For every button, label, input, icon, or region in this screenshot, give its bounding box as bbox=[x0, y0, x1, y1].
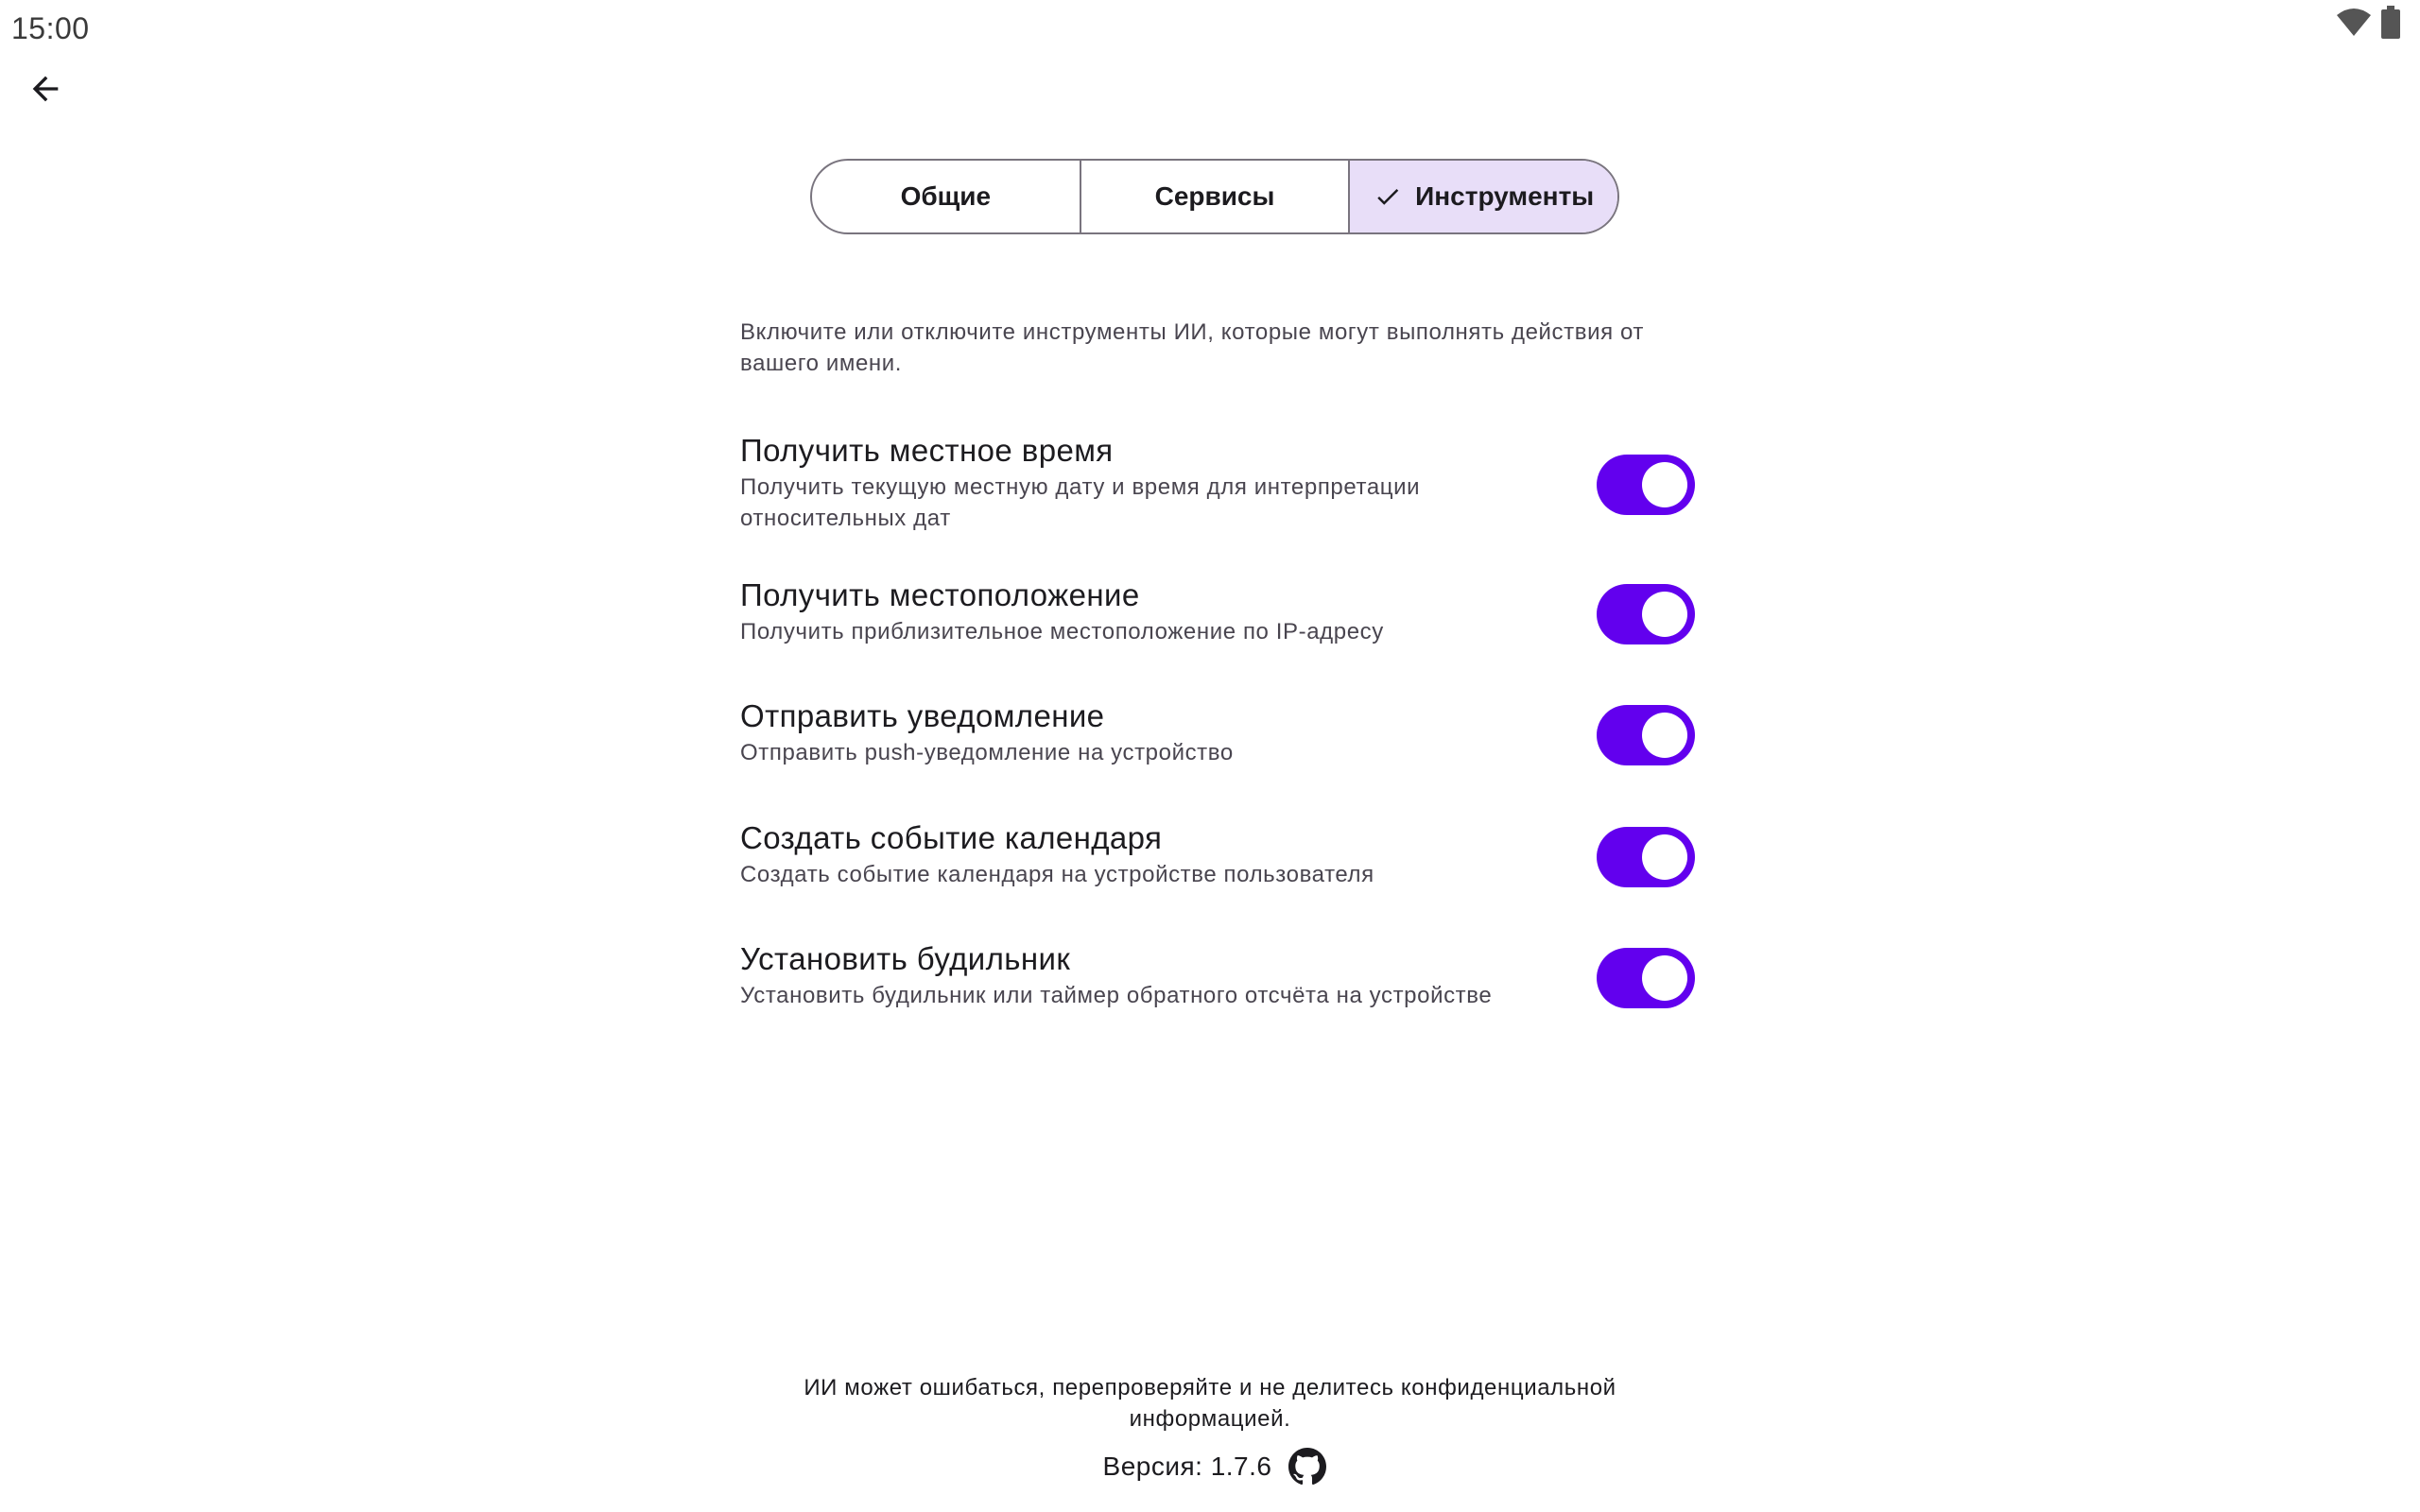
toggle-thumb bbox=[1642, 834, 1687, 880]
tool-title: Получить местное время bbox=[740, 433, 1114, 468]
tool-item-calendar-event bbox=[740, 817, 1685, 890]
version-text: Версия: 1.7.6 bbox=[1102, 1452, 1272, 1481]
tool-title: Создать событие календаря bbox=[740, 820, 1163, 855]
battery-icon bbox=[2380, 6, 2401, 44]
version-row bbox=[0, 1448, 2420, 1486]
arrow-back-icon bbox=[26, 70, 64, 112]
tool-description: Получить текущую местную дату и время для интерпретации относительных дат bbox=[740, 474, 1421, 531]
toggle-thumb bbox=[1642, 592, 1687, 637]
tool-title: Установить будильник bbox=[740, 941, 1071, 976]
tab-services[interactable] bbox=[1080, 161, 1349, 232]
location-toggle[interactable] bbox=[1597, 584, 1695, 644]
tab-general[interactable] bbox=[812, 161, 1080, 232]
tool-title: Получить местоположение bbox=[740, 577, 1140, 612]
wifi-icon bbox=[2335, 8, 2373, 43]
tool-title: Отправить уведомление bbox=[740, 698, 1105, 733]
tool-description: Получить приблизительное местоположение по IP-адресу bbox=[740, 619, 1384, 644]
status-bar bbox=[0, 0, 2420, 57]
tool-item-alarm bbox=[740, 938, 1685, 1011]
toggle-thumb bbox=[1642, 462, 1687, 507]
toggle-thumb bbox=[1642, 713, 1687, 758]
tool-item-location bbox=[740, 575, 1685, 647]
intro-text: Включите или отключите инструменты ИИ, которые могут выполнять действия от вашего имени. bbox=[740, 319, 1644, 376]
notification-toggle[interactable] bbox=[1597, 705, 1695, 765]
tab-label: Сервисы bbox=[1154, 181, 1275, 211]
tab-label: Инструменты bbox=[1415, 181, 1595, 211]
ai-disclaimer: ИИ может ошибаться, перепроверяйте и не делитесь конфиденциальной информацией. bbox=[804, 1375, 1616, 1432]
toggle-thumb bbox=[1642, 955, 1687, 1001]
back-button[interactable] bbox=[19, 64, 72, 117]
settings-tabs bbox=[810, 159, 1619, 234]
tab-label: Общие bbox=[900, 181, 992, 211]
status-icons bbox=[2335, 6, 2401, 44]
tool-description: Создать событие календаря на устройстве пользователя bbox=[740, 862, 1374, 887]
local-time-toggle[interactable] bbox=[1597, 455, 1695, 515]
check-icon bbox=[1374, 182, 1402, 211]
tab-tools[interactable] bbox=[1348, 161, 1617, 232]
calendar-event-toggle[interactable] bbox=[1597, 827, 1695, 887]
github-icon[interactable] bbox=[1288, 1448, 1326, 1486]
tool-description: Отправить push-уведомление на устройство bbox=[740, 740, 1234, 765]
alarm-toggle[interactable] bbox=[1597, 948, 1695, 1008]
tool-item-notification bbox=[740, 696, 1685, 768]
tool-item-local-time bbox=[740, 430, 1685, 534]
tool-description: Установить будильник или таймер обратного отсчёта на устройстве bbox=[740, 983, 1493, 1008]
status-time: 15:00 bbox=[11, 11, 90, 45]
tools-settings bbox=[740, 317, 1685, 1008]
